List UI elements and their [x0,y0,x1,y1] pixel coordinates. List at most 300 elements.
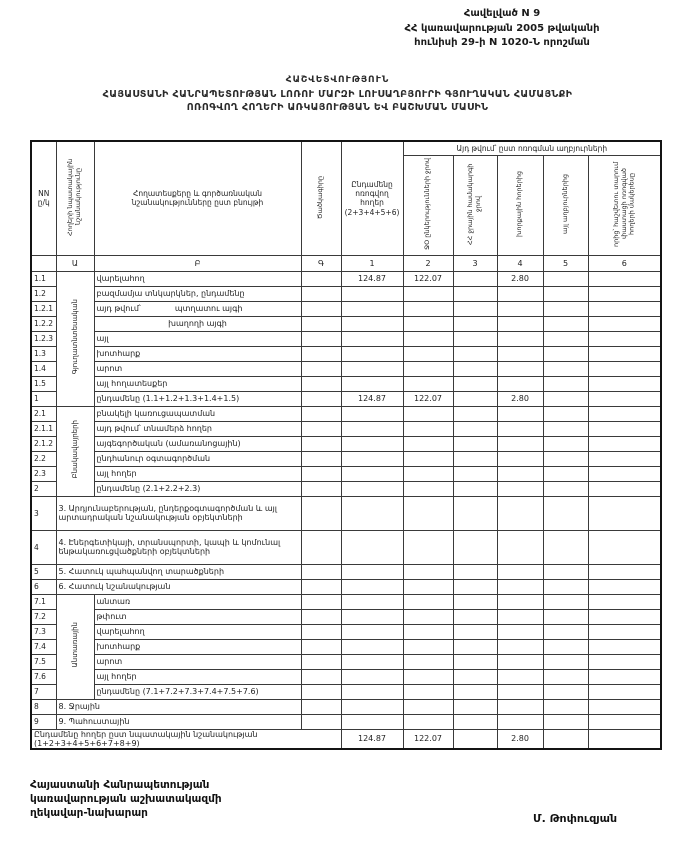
value-cell [497,639,543,654]
appendix-line: հունիսի 29-ի N 1020-Ն որոշման [414,37,590,48]
row-num: 1.2.2 [31,316,56,331]
value-cell [588,376,661,391]
value-cell [588,594,661,609]
value-cell [543,639,588,654]
row-label: անտառ [94,594,301,609]
row-num: 4 [31,530,56,564]
value-cell [588,271,661,286]
value-cell [453,436,497,451]
row-label: ընդամենը (2.1+2.2+2.3) [94,481,301,496]
value-cell [341,654,403,669]
code-cell [301,684,341,699]
col-header-source-state-system: ՀՀ ջրային համակարգի ջրով [453,155,497,255]
code-cell [301,376,341,391]
value-cell [543,451,588,466]
value-cell [588,391,661,406]
value-cell [543,699,588,714]
value-cell [543,609,588,624]
value-cell [453,391,497,406]
value-cell [453,361,497,376]
code-cell [301,406,341,421]
value-cell [453,579,497,594]
value-cell [497,699,543,714]
row-num: 2 [31,481,56,496]
value-cell: 124.87 [341,729,403,749]
value-cell [543,654,588,669]
value-cell [403,564,453,579]
row-label: այլ հողեր [94,669,301,684]
value-cell [543,436,588,451]
code-cell [301,271,341,286]
value-cell [543,729,588,749]
row-num: 7.4 [31,639,56,654]
title-community-line: ՀԱՅԱՍՏԱՆԻ ՀԱՆՐԱՊԵՏՈՒԹՅԱՆ ԼՈՌՈՒ ՄԱՐԶԻ ԼՈՒՍԱՂԲՅՈՒՐԻ ԳՅՈՒՂԱԿԱՆ ՀԱՄԱՅՆՔԻ [102,89,573,100]
row-num: 9 [31,714,56,729]
value-cell [497,579,543,594]
code-cell [301,286,341,301]
value-cell [588,406,661,421]
code-cell [301,609,341,624]
col-header-total-irrigated: Ընդամենը ոռոգվող հողեր (2+3+4+5+6) [341,141,403,255]
code-cell [301,346,341,361]
row-num: 1.3 [31,346,56,361]
code-cell [301,436,341,451]
row-label: բազմամյա տնկարկներ, ընդամենը [94,286,301,301]
value-cell [588,669,661,684]
row-num: 1.2 [31,286,56,301]
value-cell [403,346,453,361]
table-row [31,301,661,316]
value-cell [588,609,661,624]
value-cell [588,331,661,346]
group-label [56,406,94,496]
row-num: 2.1.1 [31,421,56,436]
value-cell [403,594,453,609]
value-cell [403,496,453,530]
signatory-title-line: ղեկավար-նախարար [30,807,148,820]
code-cell [301,654,341,669]
row-num: 1.4 [31,361,56,376]
group-label [56,594,94,699]
table-row [31,346,661,361]
value-cell [341,316,403,331]
value-cell [453,451,497,466]
value-cell [453,286,497,301]
value-cell: 122.07 [403,391,453,406]
value-cell [588,699,661,714]
value-cell [453,699,497,714]
table-row [31,669,661,684]
value-cell [341,669,403,684]
row-num: 7.6 [31,669,56,684]
value-cell [403,579,453,594]
col-header-purpose: Հողերի նպատակային նշանակությունը [56,141,94,255]
value-cell [497,406,543,421]
signatory-title-block [30,778,222,821]
value-cell [453,406,497,421]
value-cell [453,684,497,699]
value-cell [403,481,453,496]
table-row [31,271,661,286]
value-cell [341,331,403,346]
value-cell [497,714,543,729]
row-num: 3 [31,496,56,530]
value-cell [588,466,661,481]
table-row [31,699,661,714]
value-cell [453,421,497,436]
row-label: 3. Արդյունաբերության, ընդերքօգտագործման և այլ արտադրական նշանակության օբյեկտների [56,496,301,530]
value-cell [497,286,543,301]
row-num: 2.2 [31,451,56,466]
value-cell [341,530,403,564]
table-row [31,594,661,609]
value-cell [403,286,453,301]
value-cell [341,406,403,421]
value-cell [453,301,497,316]
code-cell [301,564,341,579]
signatory-title-line: Հայաստանի Հանրապետության [30,779,210,791]
value-cell [403,316,453,331]
row-label: բնակելի կառուցապատման [94,406,301,421]
group-label-text: Բնակավայրերի [70,419,79,479]
title-report-word: ՀԱՇՎԵՏՎՈՒԹՅՈՒՆ [285,75,390,85]
title-subject-line: ՈՌՈԳՎՈՂ ՀՈՂԵՐԻ ԱՌԿԱՅՈՒԹՅԱՆ ԵՎ ԲԱՇԽՄԱՆ ՄԱՍԻՆ [186,102,489,113]
value-cell [453,624,497,639]
value-cell [497,594,543,609]
code-cell [301,579,341,594]
row-label: վարելահող [94,271,301,286]
value-cell [543,376,588,391]
value-cell [453,609,497,624]
row-label: արոտ [94,361,301,376]
value-cell [403,714,453,729]
row-num: 1.2.3 [31,331,56,346]
value-cell [543,624,588,639]
row-label: վարելահող [94,624,301,639]
value-cell [341,579,403,594]
group-label-text: Գյուղատնտեսական [70,298,79,375]
col-header-code: Ծածկագիրը [301,141,341,255]
row-label: այդ թվում՝ պտղատու այգի [94,301,301,316]
value-cell [453,654,497,669]
appendix-line: ՀՀ կառավարության 2005 թվականի [404,22,600,34]
value-cell [341,451,403,466]
code-cell [301,669,341,684]
code-cell [301,391,341,406]
row-label: խաղողի այգի [94,316,301,331]
value-cell [588,436,661,451]
table-row [31,391,661,406]
value-cell [341,466,403,481]
value-cell [453,594,497,609]
row-label: 4. Էներգետիկայի, տրանսպորտի, կապի և կոմունալ ենթակառուցվածքների օբյեկտների [56,530,301,564]
value-cell [403,684,453,699]
row-num: 1.1 [31,271,56,286]
table-row [31,361,661,376]
signatory-title-line: կառավարության աշխատակազմի [30,793,222,806]
value-cell [453,564,497,579]
value-cell [403,361,453,376]
code-cell [301,699,341,714]
table-row [31,654,661,669]
value-cell [497,654,543,669]
table-row [31,376,661,391]
value-cell [497,496,543,530]
value-cell [543,594,588,609]
value-cell [588,639,661,654]
value-cell [341,376,403,391]
numbering-cell: 3 [453,255,497,271]
value-cell [543,406,588,421]
col-header-source-other: այլ աղբյուրներից [543,155,588,255]
value-cell [453,346,497,361]
code-cell [301,481,341,496]
column-numbering-row [31,255,661,271]
group-label-text: Անտառային [70,621,79,668]
code-cell [301,530,341,564]
table-row [31,624,661,639]
value-cell [543,316,588,331]
row-label: այլ հողատեսքեր [94,376,301,391]
table-row [31,481,661,496]
value-cell [588,451,661,466]
signatory-name: Մ. Թոփուզյան [533,812,618,825]
row-label: 6. Հատուկ նշանակության [56,579,301,594]
value-cell [543,714,588,729]
value-cell [497,564,543,579]
value-cell [341,639,403,654]
row-label: խոտհարք [94,346,301,361]
value-cell [403,530,453,564]
value-cell [588,684,661,699]
value-cell [543,286,588,301]
table-row [31,496,661,530]
value-cell [588,361,661,376]
numbering-cell: Բ [94,255,301,271]
value-cell [588,316,661,331]
value-cell [403,436,453,451]
table-row [31,684,661,699]
table-row [31,436,661,451]
value-cell [453,639,497,654]
value-cell: 2.80 [497,729,543,749]
value-cell [403,654,453,669]
col-header-actually-irrigated: որից՝ հաշվետու տարում փաստացի ոռոգված հողերի մակերեսը [588,155,661,255]
value-cell [588,564,661,579]
value-cell [403,624,453,639]
value-cell [543,421,588,436]
value-cell [403,669,453,684]
code-cell [301,301,341,316]
value-cell [341,684,403,699]
total-row [31,729,661,749]
numbering-cell [31,255,56,271]
value-cell [588,624,661,639]
row-num: 5 [31,564,56,579]
row-num: 1.5 [31,376,56,391]
value-cell [497,316,543,331]
value-cell [341,481,403,496]
value-cell [341,346,403,361]
value-cell [403,699,453,714]
code-cell [301,496,341,530]
value-cell [497,530,543,564]
col-header-source-wua: ՋՕ ընկերությունների ջրով [403,155,453,255]
value-cell [341,301,403,316]
value-cell [543,391,588,406]
row-num: 7.1 [31,594,56,609]
row-num: 7.3 [31,624,56,639]
value-cell [497,421,543,436]
value-cell [543,530,588,564]
document-title [0,75,675,113]
value-cell [588,729,661,749]
code-cell [301,466,341,481]
table-row [31,286,661,301]
row-label: ընդամենը (1.1+1.2+1.3+1.4+1.5) [94,391,301,406]
row-num: 1.2.1 [31,301,56,316]
value-cell: 122.07 [403,271,453,286]
value-cell [543,271,588,286]
row-label: ընդամենը (7.1+7.2+7.3+7.4+7.5+7.6) [94,684,301,699]
table-row [31,609,661,624]
numbering-cell: Գ [301,255,341,271]
table-row [31,316,661,331]
value-cell [497,361,543,376]
value-cell [543,684,588,699]
value-cell [497,624,543,639]
value-cell [341,594,403,609]
code-cell [301,639,341,654]
value-cell [453,376,497,391]
code-cell [301,624,341,639]
value-cell [341,496,403,530]
value-cell [403,331,453,346]
code-cell [301,594,341,609]
appendix-reference [330,7,674,51]
value-cell [543,301,588,316]
value-cell [341,436,403,451]
value-cell [403,421,453,436]
value-cell [341,564,403,579]
value-cell [403,301,453,316]
value-cell [497,481,543,496]
value-cell [453,496,497,530]
irrigated-lands-table [30,140,662,750]
value-cell [543,579,588,594]
value-cell [497,346,543,361]
value-cell [588,421,661,436]
value-cell [588,301,661,316]
code-cell [301,331,341,346]
code-cell [301,714,341,729]
value-cell [588,286,661,301]
value-cell [403,639,453,654]
value-cell [341,421,403,436]
value-cell [497,466,543,481]
row-label: այգեգործական (ամառանոցային) [94,436,301,451]
value-cell [588,654,661,669]
value-cell [403,451,453,466]
value-cell [497,376,543,391]
table-row [31,639,661,654]
row-num: 2.1.2 [31,436,56,451]
col-header-land-types: Հողատեսքերը և գործառնական նշանակությունները ըստ բնույթի [94,141,301,255]
row-label: արոտ [94,654,301,669]
col-header-row-no: NN ը/կ [31,141,56,255]
value-cell [403,466,453,481]
table-row [31,331,661,346]
value-cell [453,714,497,729]
table-row [31,714,661,729]
value-cell [543,466,588,481]
table-row [31,564,661,579]
value-cell [588,530,661,564]
value-cell [403,609,453,624]
numbering-cell: 4 [497,255,543,271]
value-cell [588,579,661,594]
value-cell [497,436,543,451]
value-cell [403,406,453,421]
row-label: 8. Ջրային [56,699,301,714]
row-label: 9. Պահուստային [56,714,301,729]
table-row [31,421,661,436]
col-header-of-which: Այդ թվում՝ ըստ ոռոգման աղբյուրների [403,141,661,155]
value-cell [403,376,453,391]
col-header-source-deep-wells: խորքային հորերից [497,155,543,255]
row-label: այդ թվում՝ տնամերձ հողեր [94,421,301,436]
table-row [31,530,661,564]
code-cell [301,316,341,331]
value-cell: 122.07 [403,729,453,749]
value-cell [341,714,403,729]
value-cell [341,286,403,301]
table-row [31,451,661,466]
appendix-line: Հավելված N 9 [463,8,541,19]
value-cell: 124.87 [341,391,403,406]
value-cell [543,669,588,684]
row-num: 2.3 [31,466,56,481]
value-cell [588,496,661,530]
value-cell [341,624,403,639]
table-row [31,466,661,481]
value-cell [588,714,661,729]
code-cell [301,361,341,376]
value-cell [341,361,403,376]
value-cell [453,481,497,496]
value-cell [543,346,588,361]
row-label: այլ [94,331,301,346]
value-cell [453,669,497,684]
table-row [31,579,661,594]
code-cell [301,451,341,466]
value-cell [543,564,588,579]
value-cell [497,301,543,316]
value-cell [497,451,543,466]
value-cell [497,609,543,624]
row-label: խոտհարք [94,639,301,654]
group-label [56,271,94,406]
value-cell [341,699,403,714]
value-cell [543,481,588,496]
value-cell [453,729,497,749]
row-num: 2.1 [31,406,56,421]
row-label: այլ հողեր [94,466,301,481]
value-cell [341,609,403,624]
row-label: 5. Հատուկ պահպանվող տարածքների [56,564,301,579]
row-label: ընդհանուր օգտագործման [94,451,301,466]
value-cell [543,361,588,376]
